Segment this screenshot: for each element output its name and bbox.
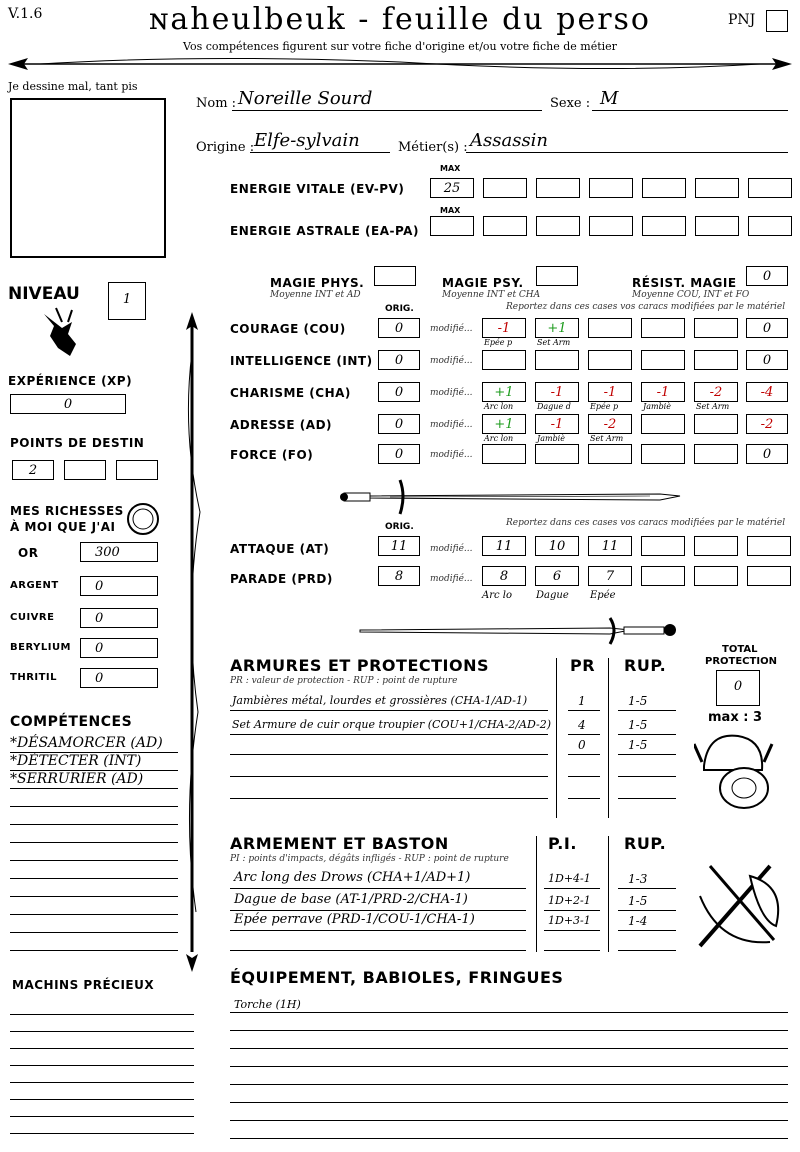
stat-total-box[interactable]: -2	[746, 414, 788, 434]
stat-mod-box[interactable]	[588, 444, 632, 464]
xp-label: EXPÉRIENCE (XP)	[8, 374, 133, 388]
armure-rup[interactable]: 1-5	[628, 694, 648, 708]
destin-box-2[interactable]	[64, 460, 106, 480]
stats-orig-label: ORIG.	[385, 304, 414, 314]
machins-line[interactable]	[10, 1048, 194, 1049]
combat-mod-box[interactable]: 8	[482, 566, 526, 586]
ea-box-3[interactable]	[536, 216, 580, 236]
armure-rup-line	[618, 754, 676, 755]
competence-line	[10, 788, 178, 789]
combat-mod-box[interactable]	[694, 566, 738, 586]
competence-line	[10, 824, 178, 825]
arme-rup-line	[618, 930, 676, 931]
ev-label: ENERGIE VITALE (EV-PV)	[230, 182, 405, 196]
origine-label: Origine :	[196, 140, 255, 155]
combat-mod-box[interactable]	[694, 536, 738, 556]
stat-label: FORCE (FO)	[230, 448, 314, 462]
currency-box[interactable]: 0	[80, 668, 158, 688]
total-protection-box[interactable]: 0	[716, 670, 760, 706]
helmet-shield-icon	[694, 726, 774, 812]
ea-box-5[interactable]	[642, 216, 686, 236]
stats-hint: Reportez dans ces cases vos caracs modifiées par le matériel	[506, 302, 786, 312]
total-protection-label-2: PROTECTION	[705, 656, 777, 667]
currency-box[interactable]: 0	[80, 608, 158, 628]
pnj-checkbox[interactable]	[766, 10, 788, 32]
armure-pr[interactable]: 1	[578, 694, 586, 708]
armures-sub: PR : valeur de protection - RUP : point de rupture	[230, 676, 458, 686]
armure-line	[230, 798, 548, 799]
equip-line	[230, 1084, 788, 1085]
page-subtitle: Vos compétences figurent sur votre fiche d'origine et/ou votre fiche de métier	[183, 40, 617, 53]
armure-line	[230, 754, 548, 755]
stat-mod-box[interactable]	[482, 350, 526, 370]
richesses-label-1: MES RICHESSES	[10, 504, 124, 518]
armure-name[interactable]: Set Armure de cuir orque troupier (COU+1/CHA-2/AD-2)	[232, 718, 551, 731]
ev-box-2[interactable]	[483, 178, 527, 198]
arme-name[interactable]: Dague de base (AT-1/PRD-2/CHA-1)	[234, 892, 468, 907]
magie-phys-label: MAGIE PHYS.	[270, 276, 365, 290]
modifie-label: modifié...	[430, 574, 473, 584]
armure-line	[230, 710, 548, 711]
combat-mod-box[interactable]: 6	[535, 566, 579, 586]
equip-line	[230, 1048, 788, 1049]
combat-mod-box[interactable]	[747, 536, 791, 556]
ea-max-label: MAX	[440, 206, 461, 215]
competence-line	[10, 914, 178, 915]
armure-pr-line	[568, 754, 600, 755]
combat-orig-box[interactable]: 8	[378, 566, 420, 586]
stat-orig-box[interactable]: 0	[378, 350, 420, 370]
arme-name[interactable]: Epée perrave (PRD-1/COU-1/CHA-1)	[234, 912, 475, 927]
richesses-label-2: À MOI QUE J'AI	[10, 520, 116, 534]
weapon-name-2: Dague	[536, 590, 569, 601]
machins-line[interactable]	[10, 1014, 194, 1015]
currency-box[interactable]: 0	[80, 576, 158, 596]
combat-label: ATTAQUE (AT)	[230, 542, 330, 556]
stat-mod-box[interactable]: -2	[694, 382, 738, 402]
modifie-label: modifié...	[430, 450, 473, 460]
armures-col-pr: PR	[570, 656, 596, 675]
niveau-label: NIVEAU	[8, 284, 80, 304]
combat-hint: Reportez dans ces cases vos caracs modifiées par le matériel	[506, 518, 786, 528]
arme-rup[interactable]: 1-4	[628, 914, 648, 928]
destin-box-1[interactable]: 2	[12, 460, 54, 480]
stat-mod-box[interactable]	[694, 318, 738, 338]
equip-item[interactable]: Torche (1H)	[234, 998, 301, 1011]
resist-magie-box[interactable]: 0	[746, 266, 788, 286]
ea-box-7[interactable]	[748, 216, 792, 236]
equip-line	[230, 1138, 788, 1139]
armures-col-rup: RUP.	[624, 656, 667, 675]
stat-mod-box[interactable]: -1	[482, 318, 526, 338]
ea-box-6[interactable]	[695, 216, 739, 236]
arme-pi-line	[544, 930, 600, 931]
arme-line	[230, 910, 526, 911]
stat-label: CHARISME (CHA)	[230, 386, 351, 400]
competence-item[interactable]: *DÉSAMORCER (AD)	[10, 735, 163, 751]
stat-orig-box[interactable]: 0	[378, 414, 420, 434]
version-label: V.1.6	[8, 6, 43, 22]
armure-pr-line	[568, 710, 600, 711]
magie-phys-sub: Moyenne INT et AD	[270, 290, 361, 300]
total-protection-label-1: TOTAL	[722, 644, 758, 655]
equipement-title: ÉQUIPEMENT, BABIOLES, FRINGUES	[230, 968, 564, 987]
max-protection-label: max : 3	[708, 710, 762, 725]
armure-pr-line	[568, 798, 600, 799]
stat-label: INTELLIGENCE (INT)	[230, 354, 373, 368]
arme-rup[interactable]: 1-3	[628, 872, 648, 886]
weapons-icon	[690, 856, 786, 952]
weapon-name-1: Arc lo	[482, 590, 512, 601]
competence-line	[10, 896, 178, 897]
ev-box-4[interactable]	[589, 178, 633, 198]
combat-mod-box[interactable]	[641, 566, 685, 586]
combat-mod-box[interactable]: 11	[588, 536, 632, 556]
combat-orig-label: ORIG.	[385, 522, 414, 532]
machins-line[interactable]	[10, 1099, 194, 1100]
equip-line	[230, 1066, 788, 1067]
armure-rup-line	[618, 798, 676, 799]
stat-total-box[interactable]: -4	[746, 382, 788, 402]
armement-col-pi: P.I.	[548, 834, 577, 853]
machins-line[interactable]	[10, 1065, 194, 1066]
arme-line	[230, 888, 526, 889]
modifie-label: modifié...	[430, 324, 473, 334]
machins-line[interactable]	[10, 1116, 194, 1117]
equip-line	[230, 1030, 788, 1031]
stat-mod-box[interactable]: -1	[535, 414, 579, 434]
combat-orig-box[interactable]: 11	[378, 536, 420, 556]
arme-rup-line	[618, 950, 676, 951]
stat-total-box[interactable]: 0	[746, 318, 788, 338]
stat-mod-source: Jambiè	[537, 434, 565, 443]
destin-label: POINTS DE DESTIN	[10, 436, 145, 450]
ev-box-1[interactable]: 25	[430, 178, 474, 198]
nom-label: Nom :	[196, 96, 237, 111]
ea-box-4[interactable]	[589, 216, 633, 236]
stat-total-box[interactable]: 0	[746, 444, 788, 464]
stat-mod-box[interactable]: -1	[588, 382, 632, 402]
competence-item[interactable]: *DÉTECTER (INT)	[10, 753, 142, 769]
stat-mod-box[interactable]	[535, 350, 579, 370]
ev-box-6[interactable]	[695, 178, 739, 198]
sword-illustration	[340, 476, 690, 516]
currency-label: CUIVRE	[10, 612, 55, 623]
stat-mod-box[interactable]	[641, 350, 685, 370]
currency-box[interactable]: 0	[80, 638, 158, 658]
armure-line	[230, 776, 548, 777]
stat-mod-source: Dague d	[537, 402, 571, 411]
armure-rup[interactable]: 1-5	[628, 718, 648, 732]
stat-mod-box[interactable]: -1	[535, 382, 579, 402]
stat-total-box[interactable]: 0	[746, 350, 788, 370]
stat-orig-box[interactable]: 0	[378, 444, 420, 464]
armure-pr[interactable]: 0	[578, 738, 586, 752]
arme-rup[interactable]: 1-5	[628, 894, 648, 908]
portrait-caption: Je dessine mal, tant pis	[8, 80, 138, 93]
armure-name[interactable]: Jambières métal, lourdes et grossières (CHA-1/AD-1)	[232, 694, 528, 707]
resist-magie-sub: Moyenne COU, INT et FO	[632, 290, 750, 300]
currency-label: THRITIL	[10, 672, 58, 683]
currency-label: OR	[18, 546, 39, 560]
stat-mod-box[interactable]: +1	[482, 414, 526, 434]
metier-field[interactable]: Assassin	[470, 130, 549, 151]
arme-pi[interactable]: 1D+2-1	[548, 894, 591, 907]
magie-phys-box[interactable]	[374, 266, 416, 286]
equip-line	[230, 1012, 788, 1013]
ea-box-2[interactable]	[483, 216, 527, 236]
stat-mod-source: Epée p	[590, 402, 619, 411]
competence-line	[10, 860, 178, 861]
stat-mod-box[interactable]	[641, 318, 685, 338]
modifie-label: modifié...	[430, 544, 473, 554]
stat-orig-box[interactable]: 0	[378, 318, 420, 338]
magie-psy-box[interactable]	[536, 266, 578, 286]
sexe-label: Sexe :	[550, 96, 591, 111]
stat-mod-box[interactable]	[588, 350, 632, 370]
armure-rup[interactable]: 1-5	[628, 738, 648, 752]
pnj-label: PNJ	[728, 12, 756, 28]
destin-box-3[interactable]	[116, 460, 158, 480]
niveau-box[interactable]: 1	[108, 282, 146, 320]
ev-box-7[interactable]	[748, 178, 792, 198]
page-title: ɴaheulbeuk - feuille du perso	[149, 2, 651, 37]
spear-divider	[0, 52, 800, 76]
combat-mod-box[interactable]: 10	[535, 536, 579, 556]
arme-rup-line	[618, 910, 676, 911]
stat-orig-box[interactable]: 0	[378, 382, 420, 402]
xp-box[interactable]: 0	[10, 394, 126, 414]
stat-mod-box[interactable]	[535, 444, 579, 464]
arme-pi[interactable]: 1D+3-1	[548, 914, 591, 927]
arme-line	[230, 950, 526, 951]
stat-mod-source: Epée p	[484, 338, 513, 347]
stat-mod-source: Set Arm	[537, 338, 571, 347]
stat-label: COURAGE (COU)	[230, 322, 346, 336]
magie-psy-label: MAGIE PSY.	[442, 276, 524, 290]
currency-label: ARGENT	[10, 580, 59, 591]
modifie-label: modifié...	[430, 388, 473, 398]
sword-illustration-2	[340, 612, 690, 648]
stat-mod-box[interactable]	[641, 414, 685, 434]
ea-box-1[interactable]	[430, 216, 474, 236]
coin-icon	[126, 502, 160, 536]
arme-rup-line	[618, 888, 676, 889]
competence-line	[10, 842, 178, 843]
machins-label: MACHINS PRÉCIEUX	[12, 978, 155, 992]
stat-mod-box[interactable]	[482, 444, 526, 464]
competence-line	[10, 950, 178, 951]
modifie-label: modifié...	[430, 356, 473, 366]
origine-field[interactable]: Elfe-sylvain	[254, 130, 360, 151]
stat-mod-box[interactable]	[641, 444, 685, 464]
stat-mod-box[interactable]: +1	[535, 318, 579, 338]
equip-line	[230, 1120, 788, 1121]
competence-item[interactable]: *SERRURIER (AD)	[10, 771, 144, 787]
stat-mod-box[interactable]: -2	[588, 414, 632, 434]
armure-line	[230, 734, 548, 735]
weapon-name-3: Epée	[590, 590, 616, 601]
combat-mod-box[interactable]: 7	[588, 566, 632, 586]
combat-label: PARADE (PRD)	[230, 572, 333, 586]
armure-rup-line	[618, 734, 676, 735]
staff-illustration	[180, 312, 204, 972]
armure-rup-line	[618, 776, 676, 777]
stat-mod-source: Set Arm	[696, 402, 730, 411]
nom-field[interactable]: Noreille Sourd	[238, 88, 373, 109]
stat-mod-box[interactable]	[588, 318, 632, 338]
portrait-box[interactable]	[10, 98, 166, 258]
stat-mod-box[interactable]	[694, 414, 738, 434]
metier-label: Métier(s) :	[398, 140, 468, 155]
armure-pr-line	[568, 734, 600, 735]
arme-line	[230, 930, 526, 931]
dragon-icon	[36, 304, 82, 362]
armement-title: ARMEMENT ET BASTON	[230, 834, 449, 853]
ea-label: ENERGIE ASTRALE (EA-PA)	[230, 224, 419, 238]
ev-box-5[interactable]	[642, 178, 686, 198]
stat-label: ADRESSE (AD)	[230, 418, 333, 432]
currency-label: BERYLIUM	[10, 642, 72, 653]
currency-box[interactable]: 300	[80, 542, 158, 562]
equip-line	[230, 1102, 788, 1103]
competence-line	[10, 932, 178, 933]
combat-mod-box[interactable]: 11	[482, 536, 526, 556]
stat-mod-source: Arc lon	[484, 434, 514, 443]
combat-mod-box[interactable]	[641, 536, 685, 556]
armure-pr[interactable]: 4	[578, 718, 586, 732]
stat-mod-source: Jambiè	[643, 402, 671, 411]
machins-line[interactable]	[10, 1031, 194, 1032]
competence-line	[10, 878, 178, 879]
competence-line	[10, 806, 178, 807]
ev-box-3[interactable]	[536, 178, 580, 198]
arme-pi-line	[544, 910, 600, 911]
armement-col-rup: RUP.	[624, 834, 667, 853]
arme-pi-line	[544, 888, 600, 889]
resist-magie-label: RÉSIST. MAGIE	[632, 276, 737, 290]
ev-max-label: MAX	[440, 164, 461, 173]
armure-rup-line	[618, 710, 676, 711]
arme-pi[interactable]: 1D+4-1	[548, 872, 591, 885]
arme-pi-line	[544, 950, 600, 951]
arme-name[interactable]: Arc long des Drows (CHA+1/AD+1)	[234, 870, 471, 885]
stat-mod-source: Arc lon	[484, 402, 514, 411]
magie-psy-sub: Moyenne INT et CHA	[442, 290, 541, 300]
stat-mod-box[interactable]	[694, 444, 738, 464]
machins-line[interactable]	[10, 1082, 194, 1083]
modifie-label: modifié...	[430, 420, 473, 430]
stat-mod-box[interactable]	[694, 350, 738, 370]
machins-line[interactable]	[10, 1133, 194, 1134]
competences-label: COMPÉTENCES	[10, 714, 133, 730]
stat-mod-source: Set Arm	[590, 434, 624, 443]
combat-mod-box[interactable]	[747, 566, 791, 586]
stat-mod-box[interactable]: +1	[482, 382, 526, 402]
armement-sub: PI : points d'impacts, dégâts infligés - RUP : point de rupture	[230, 854, 509, 864]
armure-pr-line	[568, 776, 600, 777]
sexe-field[interactable]: M	[600, 88, 619, 109]
stat-mod-box[interactable]: -1	[641, 382, 685, 402]
armures-title: ARMURES ET PROTECTIONS	[230, 656, 489, 675]
